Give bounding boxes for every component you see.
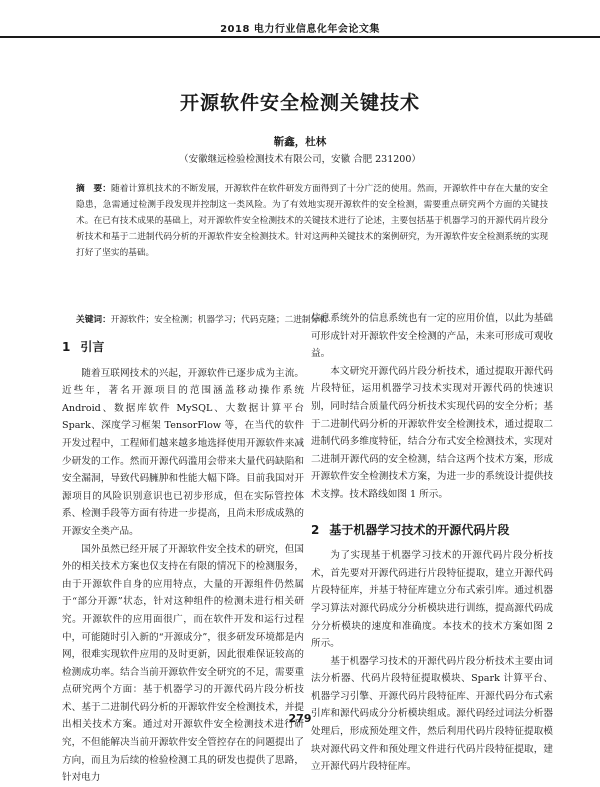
abstract (76, 181, 548, 261)
section-1-number: 1 (62, 340, 71, 354)
section-2-paragraph: 基于机器学习技术的开源代码片段分析技术主要由词法分析器、代码片段特征提取模块、Spark 计算平台、机器学习引擎、开源代码片段特征库、开源代码分布式索引库和源代码成分分析模块组成。源代码经过词法分析器处理后，形成预处理文件，然后利用代码片段特征提取模块对源代码文件和预处理文件进行代码片段特征提取，建立开源代码片段特征库。 (311, 655, 553, 773)
section-1-paragraph: 国外虽然已经开展了开源软件安全技术的研究，但国外的相关技术方案也仅支持在有限的情况下的检测服务，由于开源软件自身的应用特点，大量的开源组件仍然属于“部分开源”状态，针对这种组件的检测未进行相关研究。开源软件的应用面很广，而在软件开发和运行过程中，可能随时引入新的“开源成分”，很多研发环境都是内网，很难实现软件应用的及时更新，因此很难保证较高的检测成功率。结合当前开源软件安全研究的不足，需要重点研究两个方面：基于机器学习的开源代码片段分析技术、基于二进制代码分析的开源软件安全检测技术，并提出相关技术方案。通过对开源软件安全检测技术进行研究，不但能解决当前开源软件安全管控存在的问题提出了方向，而且为后续的检验检测工具的研发也提供了思路，针对电力 (62, 543, 304, 784)
header-rule (0, 36, 600, 38)
paper-title: 开源软件安全检测关键技术 (179, 92, 420, 114)
abstract-text: 随着计算机技术的不断发展，开源软件在软件研发方面得到了十分广泛的使用。然而，开源软件中存在大量的安全隐患，急需通过检测手段发现并控制这一类风险。为了有效地实现开源软件的安全检测，需要重点研究两个方面的关键技术。在已有技术成果的基础上，对开源软件安全检测技术的关键技术进行了论述，主要包括基于机器学习的开源代码片段分析技术和基于二进制代码分析的开源软件安全检测技术。针对这两种关键技术的案例研究，为开源软件安全检测系统的实现打好了坚实的基础。 (76, 184, 549, 258)
page-number: 279 (288, 712, 312, 725)
right-column (311, 310, 553, 776)
section-1-continuation: 信息系统外的信息系统也有一定的应用价值，以此为基础可形成针对开源软件安全检测的产品，未来可形成可观收益。 (311, 313, 553, 360)
keywords-label: 关键词： (76, 315, 111, 325)
section-1-title: 引言 (80, 340, 105, 354)
section-1-paragraph: 随着互联网技术的兴起，开源软件已逐步成为主流。近些年，著名开源项目的范围涵盖移动操作系统 Android、数据库软件 MySQL、大数据计算平台 Spark、深度学习框架 TensorFlow 等，在当代的软件开发过程中，工程师们越来越多地选择使用开源软件来减少研发的工作。然而开源代码滥用会带来大量代码缺陷和安全漏洞，导致代码臃肿和性能大幅下降。目前我国对开源项目的风险识别意识也已初步形成，但在实际管控体系、检测手段等方面有待进一步提高，且尚未形成成熟的开源安全类产品。 (62, 367, 304, 537)
paper-affiliation: （安徽继远检验检测技术有限公司，安徽 合肥 231200） (179, 154, 421, 165)
keywords-text: 开源软件；安全检测；机器学习；代码克隆；二进制分析 (110, 315, 328, 325)
section-2-title: 基于机器学习技术的开源代码片段 (329, 522, 510, 537)
abstract-label: 摘 要： (76, 184, 111, 194)
running-head: 2018 电力行业信息化年会论文集 (220, 24, 380, 35)
section-1-heading (62, 339, 304, 357)
section-1-paragraph: 本文研究开源代码片段分析技术，通过提取开源代码片段特征，运用机器学习技术实现对开源代码的快速识别，同时结合质量代码分析技术实现代码的安全分析；基于二进制代码分析的开源软件安全检测技术，通过提取二进制代码多维度特征，结合分布式安全检测技术，实现对二进制开源代码的安全检测，结合这两个技术方案，形成开源软件安全检测技术方案，为进一步的系统设计提供技术支撑。技术路线如图 1 所示。 (311, 365, 553, 500)
section-2-number: 2 (311, 522, 320, 537)
section-2-heading (311, 522, 553, 540)
paper-authors: 靳鑫，杜林 (273, 136, 327, 148)
section-2-paragraph: 为了实现基于机器学习技术的开源代码片段分析技术，首先要对开源代码进行片段特征提取，建立开源代码片段特征库，并基于特征库建立分布式索引库。通过机器学习算法对源代码成分分析模块进行训练，提高源代码成分分析模块的速度和准确度。本技术的技术方案如图 2 所示。 (311, 550, 553, 650)
